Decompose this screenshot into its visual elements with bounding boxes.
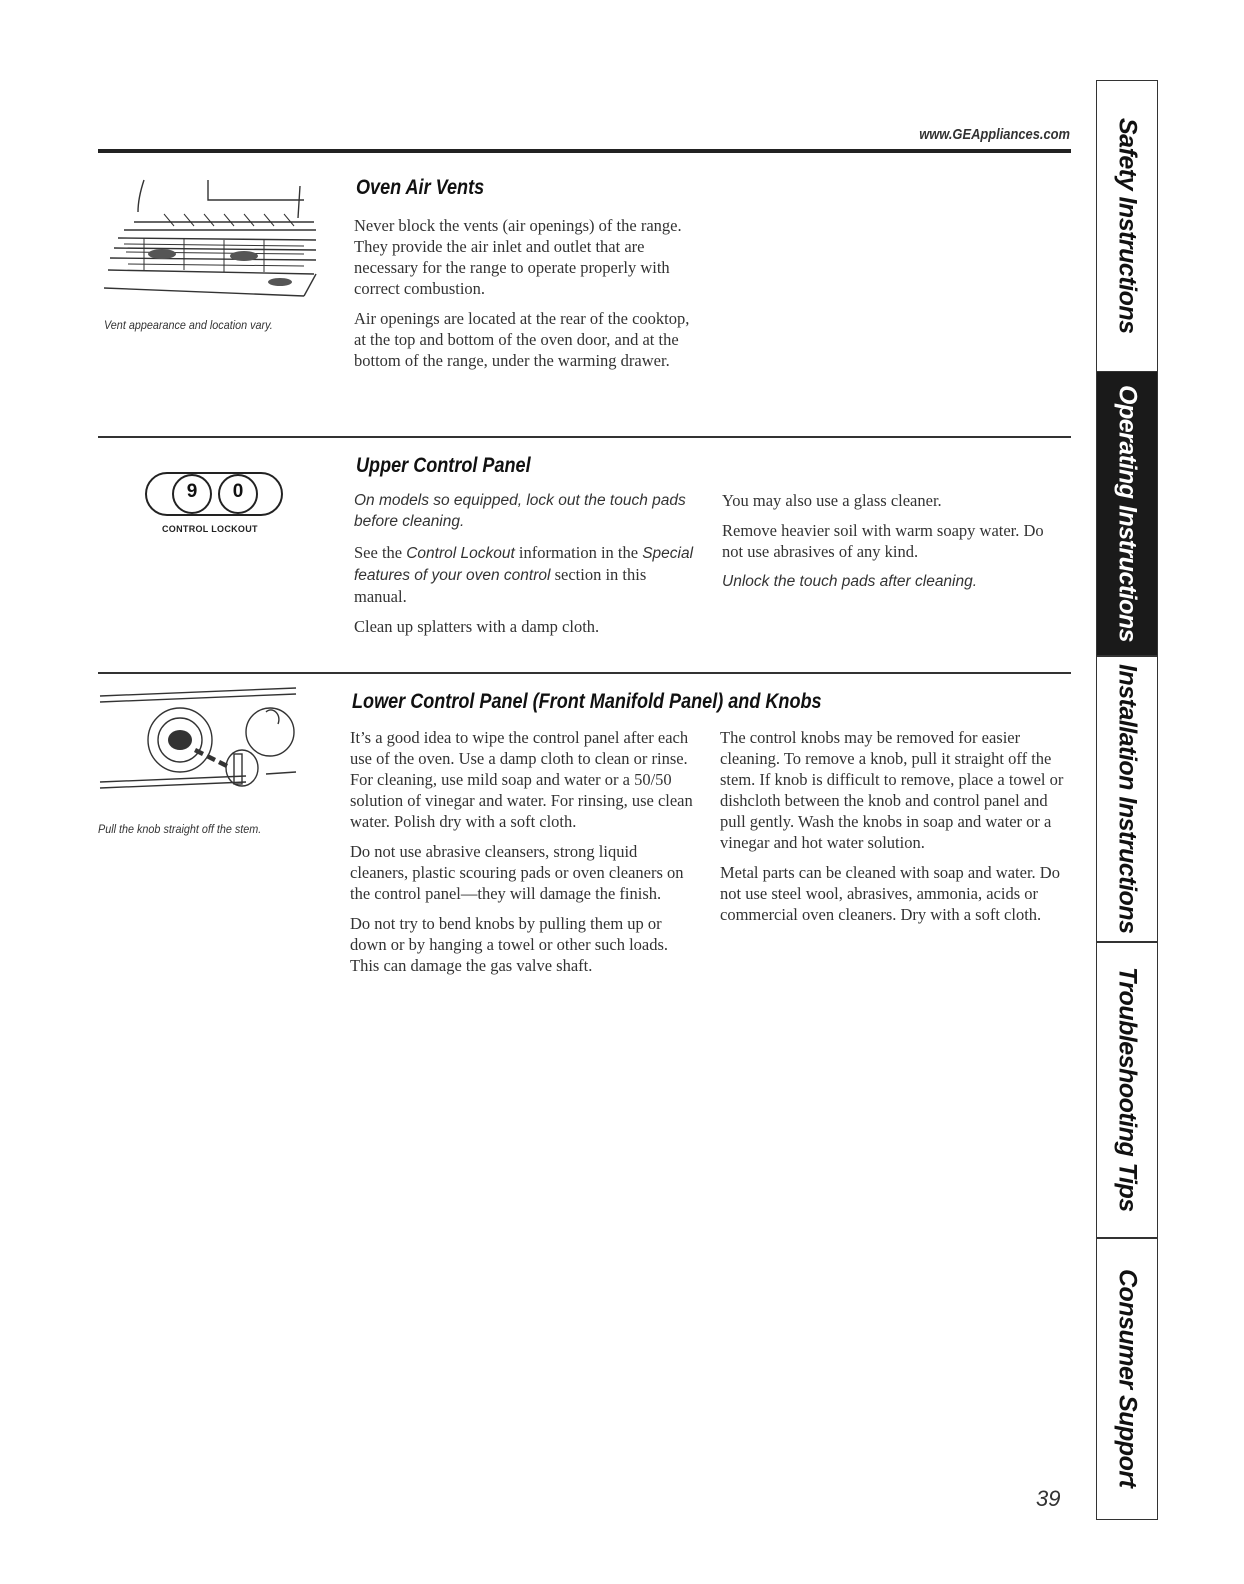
heavier-soil-paragraph: Remove heavier soil with warm soapy water. Do not use abrasives of any kind. — [722, 521, 1044, 561]
do-not-bend-paragraph: Do not try to bend knobs by pulling them up or down or by hanging a towel or other such loads. This can damage the gas valve shaft. — [350, 914, 669, 975]
website-url: www.GEAppliances.com — [919, 126, 1070, 143]
tab-troubleshooting-tips[interactable] — [1097, 942, 1157, 1237]
vents-paragraph-1: Never block the vents (air openings) of the range. They provide the air inlet and outlet that are necessary for the range to operate properly with correct combustion. — [354, 216, 682, 298]
see-lockout-paragraph: See the Control Lockout information in the Special features of your oven control section in this manual. — [354, 543, 694, 606]
control-lockout-caption: CONTROL LOCKOUT — [162, 524, 258, 534]
vent-illustration — [104, 178, 324, 308]
vents-paragraph-2: Air openings are located at the rear of the cooktop, at the top and bottom of the oven door, and at the bottom of the range, under the warming drawer. — [354, 309, 690, 370]
upper-col-2 — [722, 490, 1052, 601]
key-9: 9 — [186, 481, 198, 502]
wipe-panel-paragraph: It’s a good idea to wipe the control panel after each use of the oven. Use a damp cloth to clean or rinse. For cleaning, use mild soap and water or a 50/50 solution of vinegar and water. For rinsing, use clean water. Polish dry with a soft cloth. — [350, 728, 693, 831]
metal-parts-paragraph: Metal parts can be cleaned with soap and water. Do not use steel wool, abrasives, ammonia, acids or commercial oven cleaners. Dry with a soft cloth. — [720, 863, 1060, 924]
knob-caption: Pull the knob straight off the stem. — [98, 822, 262, 836]
section-divider-2 — [98, 672, 1071, 674]
knob-illustration — [96, 684, 306, 804]
page-number: 39 — [1036, 1486, 1061, 1511]
lower-control-panel-title: Lower Control Panel (Front Manifold Panel) and Knobs — [352, 690, 822, 713]
lower-col-2 — [720, 727, 1065, 934]
oven-air-vents-title: Oven Air Vents — [356, 176, 485, 199]
control-lockout-keypad — [144, 470, 284, 518]
no-abrasives-paragraph: Do not use abrasive cleansers, strong liquid cleaners, plastic scouring pads or oven cleaners on the control panel—they will damage the finish. — [350, 842, 684, 903]
lockout-note: On models so equipped, lock out the touch pads before cleaning. — [354, 492, 686, 530]
tab-label: Troubleshooting Tips — [1113, 967, 1142, 1212]
clean-splatters-paragraph: Clean up splatters with a damp cloth. — [354, 617, 600, 636]
section-tabs — [1096, 80, 1158, 1520]
vents-body — [354, 215, 704, 380]
vent-caption: Vent appearance and location vary. — [104, 318, 273, 332]
tab-consumer-support[interactable] — [1097, 1238, 1157, 1518]
section-divider-1 — [98, 436, 1071, 438]
tab-label: Safety Instructions — [1113, 118, 1142, 334]
tab-label: Consumer Support — [1113, 1268, 1142, 1488]
upper-col-1 — [354, 490, 694, 646]
tab-safety-instructions[interactable] — [1097, 81, 1157, 371]
glass-cleaner-paragraph: You may also use a glass cleaner. — [722, 491, 942, 510]
upper-control-panel-title: Upper Control Panel — [356, 454, 531, 477]
remove-knobs-paragraph: The control knobs may be removed for easier cleaning. To remove a knob, pull it straight off the stem. If knob is difficult to remove, place a towel or dishcloth between the knob and control panel and pull gently. Wash the knobs in soap and water or a vinegar and hot water solution. — [720, 728, 1064, 852]
keypad-outline — [144, 470, 284, 518]
tab-label: Installation Instructions — [1113, 663, 1142, 934]
tab-operating-instructions[interactable] — [1097, 372, 1157, 655]
header-rule — [98, 149, 1071, 153]
lower-col-1 — [350, 727, 695, 985]
key-0: 0 — [232, 481, 244, 502]
unlock-note: Unlock the touch pads after cleaning. — [722, 573, 978, 590]
tab-label: Operating Instructions — [1113, 384, 1142, 643]
tab-installation-instructions[interactable] — [1097, 656, 1157, 941]
